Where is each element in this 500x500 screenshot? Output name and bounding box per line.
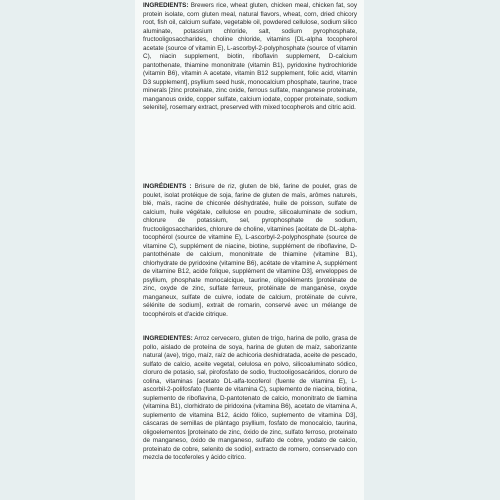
ingredients-english-text: Brewers rice, wheat gluten, chicken meal, chicken fat, soy protein isolate, corn gluten meal, natural flavors, wheat, corn, dried chicory root, fish oil, calcium sulfate, vegetable oil, powdered cellulose, sodium silico aluminate, potassium chloride, salt, sodium pyrophosphate, fructooligosaccharides, choline chloride, vitamins [DL-alpha tocopherol acetate (source of vitamin E), L-ascorbyl-2-polyphosphate (source of vitamin C), niacin supplement, biotin, riboflavin supplement, D-calcium pantothenate, thiamine mononitrate (vitamin B1), pyridoxine hydrochloride (vitamin B6), vitamin A acetate, vitamin B12 supplement, folic acid, vitamin D3 supplement], psyllium seed husk, monocalcium phosphate, taurine, trace minerals [zinc proteinate, zinc oxide, ferrous sulfate, manganese proteinate, manganous oxide, copper sulfate, calcium iodate, copper proteinate, sodium selenite], rosemary extract, preserved with mixed tocopherols and citric acid. [143, 2, 357, 111]
ingredients-spanish-heading: INGREDIENTES: [143, 335, 193, 342]
ingredients-spanish-text: Arroz cervecero, gluten de trigo, harina de pollo, grasa de pollo, aislado de proteína de soya, harina de gluten de maíz, saborizante natural (ave), trigo, maíz, raíz de achicoria deshidratada, aceite de pescado, sulfato de calcio, aceite vegetal, celulosa en polvo, silicoaluminato sódico, cloruro de potasio, sal, pirofosfato de sodio, fructooligosacáridos, cloruro de colina, vitaminas [acetato DL-alfa-tocoferol (fuente de vitamina E), L-ascorbil-2-polifosfato (fuente de vitamina C), suplemento de niacina, biotina, suplemento de riboflavina, D-pantotenato de calcio, mononitrato de tiamina (vitamina B1), clorhidrato de piridoxina (vitamina B6), acetato de vitamina A, suplemento de vitamina B12, ácido fólico, suplemento de vitamina D3], cáscaras de semillas de plántago psyllium, fosfato de monocalcio, taurina, oligoelementos [proteinato de zinc, óxido de zinc, sulfato ferroso, proteinato de manganeso, óxido de manganeso, sulfato de cobre, yodato de calcio, proteinato de cobre, selenito de sodio], extracto de romero, conservado con mezcla de tocoferoles y ácido cítrico. [143, 335, 357, 461]
ingredients-french-text: Brisure de riz, gluten de blé, farine de poulet, gras de poulet, isolat protéique de soja, farine de gluten de maïs, arômes naturels, blé, maïs, racine de chicorée déshydratée, huile de poisson, sulfate de calcium, huile végétale, cellulose en poudre, silicoaluminate de sodium, chlorure de potassium, sel, pyrophosphate de sodium, fructooligosaccharides, chlorure de choline, vitamines [acétate de DL-alpha-tocophérol (source de vitamine E), L-ascorbyl-2-polyphosphate (source de vitamine C), supplément de niacine, biotine, supplément de riboflavine, D-pantothénate de calcium, mononitrate de thiamine (vitamine B1), chlorhydrate de pyridoxine (vitamine B6), acétate de vitamine A, supplément de vitamine B12, acide folique, supplément de vitamine D3], enveloppes de psyllium, phosphate monocalcique, taurine, oligoéléments [protéinate de zinc, oxyde de zinc, sulfate ferreux, protéinate de manganèse, oxyde manganeux, sulfate de cuivre, iodate de calcium, protéinate de cuivre, sélénite de sodium], extrait de romarin, conservé avec un mélange de tocophérols et d'acide citrique. [143, 183, 358, 318]
ingredients-french-heading: INGRÉDIENTS : [143, 183, 192, 190]
background-left [0, 0, 135, 500]
background-right [364, 0, 500, 500]
ingredients-french [143, 183, 357, 319]
ingredients-label [135, 0, 364, 500]
ingredients-spanish [143, 335, 357, 463]
ingredients-english-heading: INGREDIENTS: [143, 2, 189, 9]
ingredients-english [143, 2, 357, 113]
